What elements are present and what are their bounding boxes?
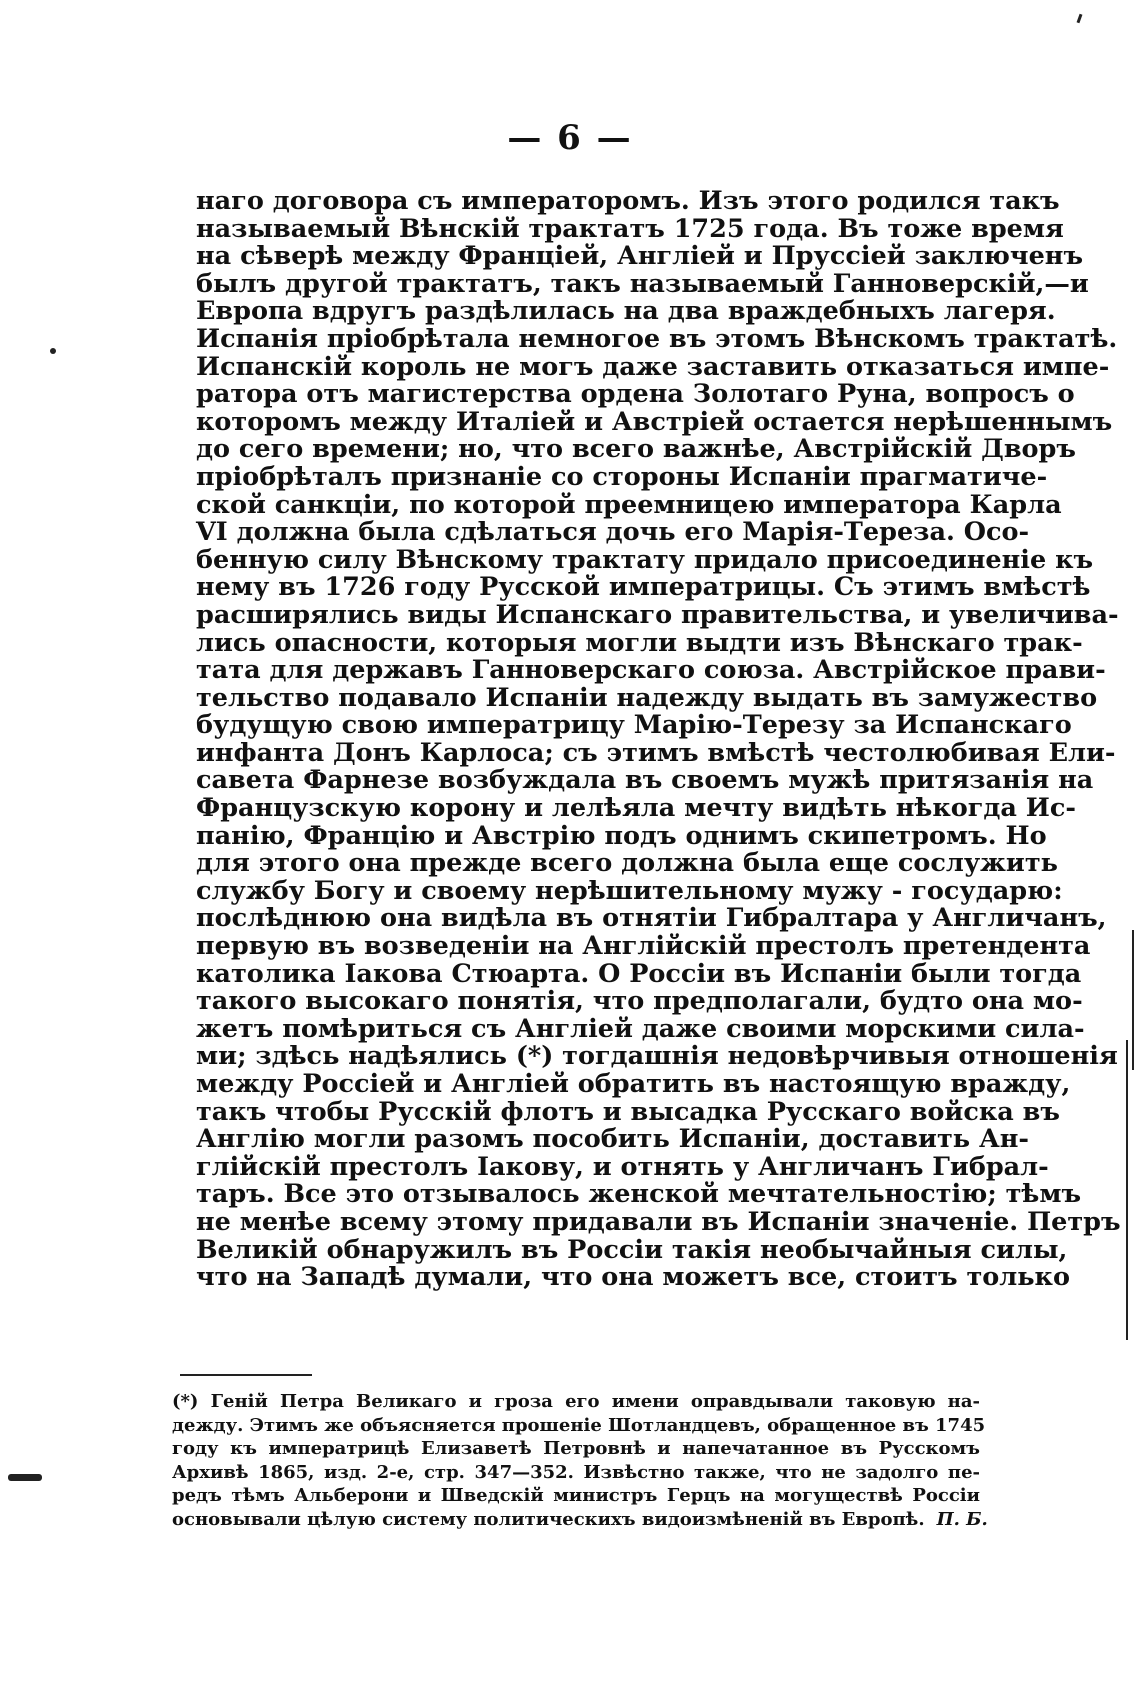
text-line: пріобрѣталъ признаніе со стороны Испаніи прагматиче- — [196, 461, 1048, 492]
text-line: ми; здѣсь надѣялись (*) тогдашнія недовѣрчивыя отношенія — [196, 1041, 1118, 1072]
text-line: савета Фарнезе возбуждала въ своемъ мужѣ притязанія на — [196, 765, 1094, 796]
text-line: таръ. Все это отзывалось женской мечтательностію; тѣмъ — [196, 1179, 1082, 1210]
scan-mark — [50, 348, 56, 354]
text-line: будущую свою императрицу Марію-Терезу за Испанскаго — [196, 710, 1072, 741]
page-number: — 6 — — [507, 118, 633, 158]
text-line: Испанія пріобрѣтала немногое въ этомъ Вѣнскомъ трактатѣ. — [196, 323, 1118, 354]
text-line: бенную силу Вѣнскому трактату придало присоединеніе къ — [196, 544, 1094, 575]
footnote-line — [172, 1484, 980, 1508]
text-line: Великій обнаружилъ въ Россіи такія необычайныя силы, — [196, 1234, 1068, 1265]
text-line: такого высокаго понятія, что предполагали, будто она мо- — [196, 986, 1083, 1017]
footnote — [172, 1390, 988, 1531]
text-line: панію, Францію и Австрію подъ однимъ скипетромъ. Но — [196, 820, 1047, 851]
footnote-signature: П. Б. — [936, 1508, 988, 1530]
text-line: первую въ возведеніи на Англійскій престолъ претендента — [196, 931, 1091, 962]
text-line: для этого она прежде всего должна была еще сослужить — [196, 848, 1058, 879]
text-line: Французскую корону и лелѣяла мечту видѣть нѣкогда Ис- — [196, 793, 1077, 824]
footnote-line — [172, 1414, 986, 1438]
scan-mark — [1077, 14, 1083, 23]
text-line: что на Западѣ думали, что она можетъ все, стоитъ только — [196, 1262, 1070, 1293]
scan-mark — [1126, 1040, 1128, 1340]
footnote-line — [172, 1461, 980, 1485]
scan-mark — [8, 1474, 42, 1481]
text-line: такъ чтобы Русскій флотъ и высадка Русскаго войска въ — [196, 1096, 1060, 1127]
text-line: наго договора съ императоромъ. Изъ этого родился такъ — [196, 186, 1060, 216]
text-line: ратора отъ магистерства ордена Золотаго Руна, вопросъ о — [196, 379, 1075, 410]
main-text — [196, 186, 1121, 1293]
text-line: называемый Вѣнскій трактатъ 1725 года. Въ тоже время — [196, 213, 1064, 244]
text-line: тельство подавало Испаніи надежду выдать въ замужество — [196, 682, 1098, 713]
text-line: VI должна была сдѣлаться дочь его Марія-Тереза. Осо- — [196, 517, 1030, 548]
footnote-line — [172, 1508, 988, 1532]
footnote-line — [172, 1437, 980, 1461]
text-line: глійскій престолъ Іакову, и отнять у Англичанъ Гибрал- — [196, 1151, 1049, 1182]
text-line: лись опасности, которыя могли выдти изъ Вѣнскаго трак- — [196, 627, 1083, 658]
text-line: католика Іакова Стюарта. О Россіи въ Испаніи были тогда — [196, 958, 1082, 989]
footnote-text: основывали цѣлую систему политическихъ видоизмѣненій въ Европѣ. — [172, 1508, 925, 1530]
footnote-text: Архивѣ 1865, изд. 2-е, стр. 347—352. Извѣстно также, что не задолго пе- — [172, 1461, 980, 1483]
text-line: не менѣе всему этому придавали въ Испаніи значеніе. Петръ — [196, 1206, 1121, 1237]
text-line: нему въ 1726 году Русской императрицы. Съ этимъ вмѣстѣ — [196, 572, 1091, 603]
text-line: между Россіей и Англіей обратить въ настоящую вражду, — [196, 1069, 1071, 1099]
footnote-divider — [180, 1374, 312, 1376]
text-line: на сѣверѣ между Франціей, Англіей и Пруссіей заключенъ — [196, 241, 1084, 272]
text-line: Европа вдругъ раздѣлилась на два враждебныхъ лагеря. — [196, 296, 1056, 327]
footnote-text: редъ тѣмъ Альберони и Шведскій министръ Герцъ на могуществѣ Россіи — [172, 1485, 980, 1506]
scan-mark — [1132, 930, 1134, 1070]
text-line: расширялись виды Испанскаго правительства, и увеличива- — [196, 599, 1119, 630]
footnote-text: (*) Геній Петра Великаго и гроза его имени оправдывали таковую на- — [172, 1391, 980, 1412]
text-line: послѣднюю она видѣла въ отнятіи Гибралтара у Англичанъ, — [196, 903, 1107, 934]
footnote-line — [172, 1390, 980, 1414]
text-line: Испанскій король не могъ даже заставить отказаться импе- — [196, 351, 1110, 382]
footnote-text: году къ императрицѣ Елизаветѣ Петровнѣ и напечатанное въ Русскомъ — [172, 1438, 980, 1459]
text-line: Англію могли разомъ пособить Испаніи, доставить Ан- — [196, 1124, 1029, 1155]
text-line: былъ другой трактатъ, такъ называемый Ганноверскій,—и — [196, 268, 1089, 299]
text-line: тата для державъ Ганноверскаго союза. Австрійское прави- — [196, 655, 1106, 686]
text-line: жетъ помѣриться съ Англіей даже своими морскими силa- — [196, 1013, 1085, 1044]
text-line: ской санкціи, по которой преемницею императора Карла — [196, 489, 1062, 520]
text-line: службу Богу и своему нерѣшительному мужу - государю: — [196, 875, 1063, 906]
text-line: инфанта Донъ Карлоса; съ этимъ вмѣстѣ честолюбивая Ели- — [196, 737, 1116, 768]
text-line: до сего времени; но, что всего важнѣе, Австрійскій Дворъ — [196, 434, 1076, 465]
text-line: которомъ между Италіей и Австріей остается нерѣшеннымъ — [196, 406, 1113, 437]
footnote-text: дежду. Этимъ же объясняется прошеніе Шотландцевъ, обращенное въ 1745 — [172, 1414, 986, 1436]
